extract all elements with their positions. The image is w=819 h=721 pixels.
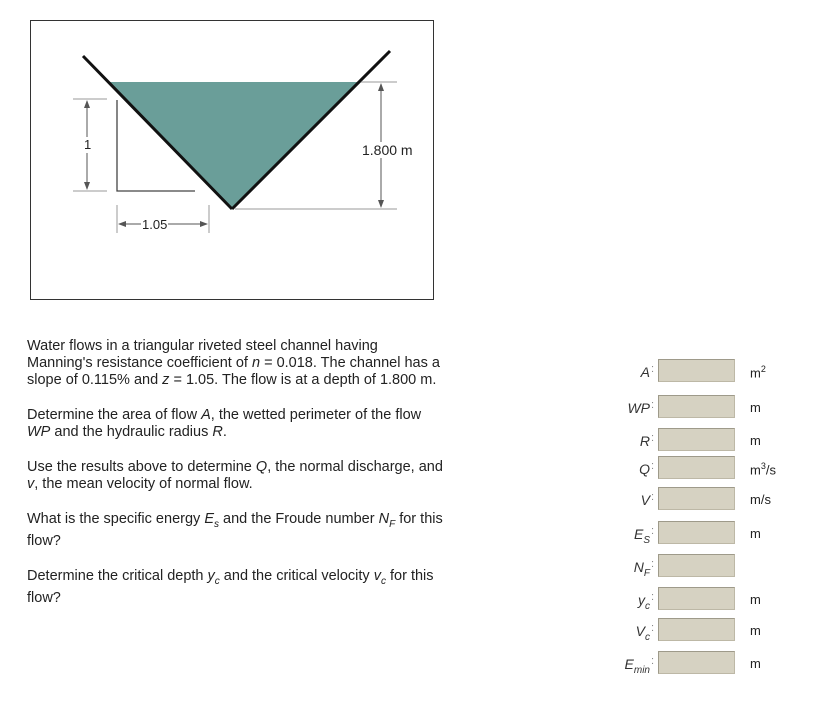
answer-input-a[interactable] (658, 359, 735, 382)
answer-colon: : (651, 491, 655, 503)
answer-row-wp (596, 394, 796, 421)
channel-figure (30, 20, 434, 300)
answer-row-nf (596, 553, 796, 580)
answer-label-group (638, 592, 650, 612)
answer-unit (750, 461, 776, 477)
unit-base: m (750, 400, 761, 415)
answer-label: WP (627, 400, 650, 416)
answer-row-emin (596, 650, 796, 677)
unit-base: m/s (750, 492, 771, 507)
slope-vertical-label: 1 (84, 137, 92, 152)
answer-colon: : (651, 591, 655, 603)
answer-label-group (634, 559, 650, 579)
answer-label-subscript: c (645, 631, 650, 643)
answer-label: R (639, 433, 650, 449)
unit-base: m (750, 592, 761, 607)
channel-diagram (31, 21, 435, 301)
answer-label: Q (639, 461, 650, 477)
answer-unit (750, 492, 771, 507)
answer-input-nf[interactable] (658, 554, 735, 577)
answer-row-a (596, 358, 796, 385)
answer-label-subscript: c (645, 600, 650, 612)
unit-tail: /s (765, 462, 776, 478)
answer-row-v (596, 486, 796, 513)
answer-label: E (624, 656, 634, 672)
answer-input-vc[interactable] (658, 618, 735, 641)
answer-label: N (633, 559, 644, 575)
depth-label: 1.800 m (362, 142, 413, 158)
unit-exponent: 2 (760, 364, 766, 374)
answer-unit (750, 364, 766, 380)
answer-colon: : (651, 460, 655, 472)
answer-label: E (633, 526, 644, 542)
unit-base: m (750, 623, 761, 638)
answer-label: V (640, 492, 650, 508)
answer-colon: : (651, 399, 655, 411)
unit-base: m (750, 433, 761, 448)
answer-label-subscript: F (643, 567, 650, 579)
answer-unit (750, 656, 761, 671)
answer-row-vc (596, 617, 796, 644)
answer-colon: : (651, 655, 655, 667)
answer-label: A (640, 364, 650, 380)
answer-input-r[interactable] (658, 428, 735, 451)
problem-paragraph: Determine the critical depth $y_c$ and the critical velocity $v_c$ for this flow? (27, 567, 434, 606)
answer-input-v[interactable] (658, 487, 735, 510)
answer-colon: : (651, 432, 655, 444)
answer-row-yc (596, 586, 796, 613)
problem-paragraph: Use the results above to determine Q, the normal discharge, and v, the mean velocity of normal flow. (27, 459, 443, 492)
slope-horizontal-label: 1.05 (142, 217, 168, 232)
answer-colon: : (651, 363, 655, 375)
answer-label-group (625, 656, 650, 676)
answer-unit (750, 623, 761, 638)
answer-unit (750, 400, 761, 415)
answer-input-yc[interactable] (658, 587, 735, 610)
unit-base: m (750, 462, 761, 478)
problem-paragraph: Determine the area of flow A, the wetted perimeter of the flow WP and the hydraulic radius R. (27, 407, 422, 440)
answer-unit (750, 592, 761, 607)
answer-row-q (596, 455, 796, 482)
answer-colon: : (651, 558, 655, 570)
answer-label-subscript: S (643, 534, 650, 546)
answer-row-es (596, 520, 796, 547)
answer-label-subscript: min (633, 664, 650, 676)
answer-input-wp[interactable] (658, 395, 735, 418)
unit-exponent: 3 (760, 461, 766, 471)
answer-label-group (634, 526, 650, 546)
answer-label-group (636, 623, 650, 643)
unit-base: m (750, 526, 761, 541)
answer-input-q[interactable] (658, 456, 735, 479)
answer-input-es[interactable] (658, 521, 735, 544)
unit-base: m (750, 656, 761, 671)
unit-base: m (750, 365, 761, 381)
problem-paragraph: Water flows in a triangular riveted steel channel having Manning's resistance coefficient of n = 0.018. The channel has a slope of 0.115% and z = 1.05. The flow is at a depth of 1.800 m. (27, 338, 440, 388)
answer-colon: : (651, 622, 655, 634)
problem-paragraph: What is the specific energy $E_s$ and the Froude number $N_F$ for this flow? (27, 511, 443, 549)
answer-unit (750, 526, 761, 541)
water-section (109, 82, 361, 209)
problem-statement (27, 338, 447, 625)
answer-label: V (635, 623, 645, 639)
answer-input-emin[interactable] (658, 651, 735, 674)
answer-label: y (638, 592, 645, 608)
answer-colon: : (651, 525, 655, 537)
answer-unit (750, 433, 761, 448)
answer-row-r (596, 427, 796, 454)
